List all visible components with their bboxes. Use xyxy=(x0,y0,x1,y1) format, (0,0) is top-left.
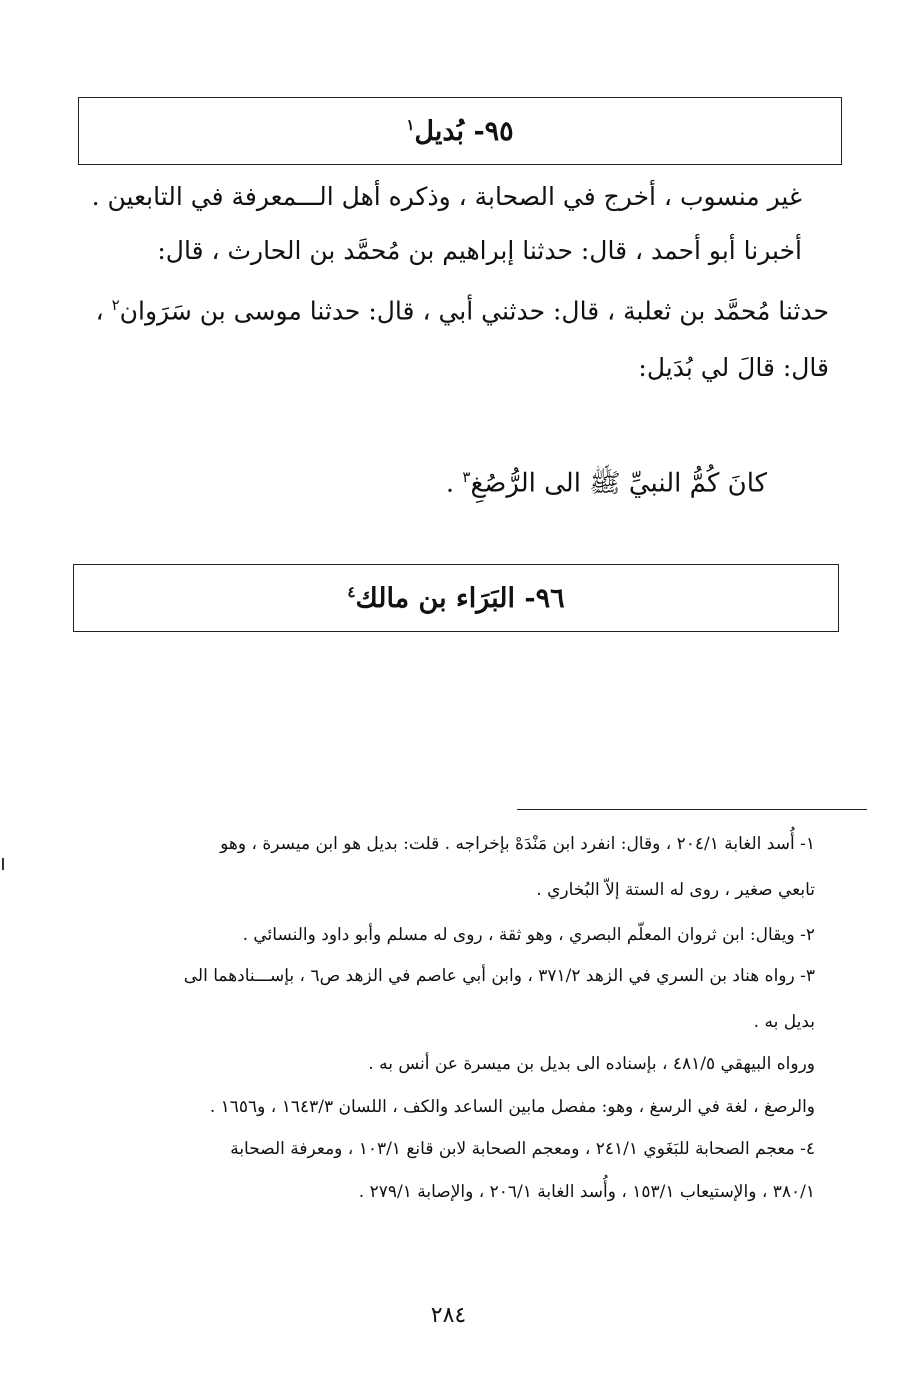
footnote-line-7: والرصغ ، لغة في الرسغ ، وهو: مفصل مابين الساعد والكف ، اللسان ١٦٤٣/٣ ، و١٦٥٦ . xyxy=(209,1097,815,1117)
hadith-text: كانَ كُمُّ النبيِّ ﷺ الى الرُّصُغِ xyxy=(470,468,767,499)
footnote-line-8: ٤- معجم الصحابة للبَغَوي ٢٤١/١ ، ومعجم الصحابة لابن قانع ١٠٣/١ ، ومعرفة الصحابة xyxy=(230,1139,815,1159)
body-line-2: أخبرنا أبو أحمد ، قال: حدثنا إبراهيم بن مُحمَّد بن الحارث ، قال: xyxy=(157,236,802,265)
edge-mark xyxy=(2,858,4,870)
page-number: ٢٨٤ xyxy=(430,1303,467,1328)
footnote-separator xyxy=(517,809,867,810)
body-line-3-text: حدثنا مُحمَّد بن ثعلبة ، قال: حدثني أبي ، قال: حدثنا موسى بن سَرَوان xyxy=(119,296,829,326)
body-line-3-footnote-ref: ٢ xyxy=(111,296,120,314)
hadith-end: . xyxy=(445,468,463,499)
footnote-line-5: بديل به . xyxy=(753,1012,815,1032)
hadith-line xyxy=(446,470,767,497)
heading-96-text: ٩٦- البَرَاء بن مالك xyxy=(355,582,565,614)
section-heading-96 xyxy=(73,564,839,632)
hadith-footnote-ref: ٣ xyxy=(462,468,471,486)
heading-95-footnote-ref: ١ xyxy=(406,115,415,134)
heading-96-footnote-ref: ٤ xyxy=(347,582,356,601)
footnote-line-4: ٣- رواه هناد بن السري في الزهد ٣٧١/٢ ، وابن أبي عاصم في الزهد ص٦ ، بإســـنادهما الى xyxy=(183,966,815,986)
heading-95-text: ٩٥- بُديل xyxy=(414,115,514,147)
footnote-line-9: ٣٨٠/١ ، والإستيعاب ١٥٣/١ ، وأُسد الغابة ٢٠٦/١ ، والإصابة ٢٧٩/١ . xyxy=(358,1182,815,1202)
footnote-line-1: ١- أُسد الغابة ٢٠٤/١ ، وقال: انفرد ابن مَنْدَهْ بإخراجه . قلت: بديل هو ابن ميسرة ، وهو xyxy=(220,834,815,854)
footnote-line-6: ورواه البيهقي ٤٨١/٥ ، بإسناده الى بديل بن ميسرة عن أنس به . xyxy=(368,1054,815,1074)
footnote-line-3: ٢- ويقال: ابن ثروان المعلّم البصري ، وهو ثقة ، روى له مسلم وأبو داود والنسائي . xyxy=(242,925,815,945)
body-line-1: غير منسوب ، أخرج في الصحابة ، وذكره أهل الـــمعرفة في التابعين . xyxy=(91,182,802,211)
body-line-4: قال: قالَ لي بُدَيل: xyxy=(638,353,829,382)
body-line-3 xyxy=(95,296,829,326)
section-heading-95 xyxy=(78,97,842,165)
body-line-3-end: ، xyxy=(95,296,112,326)
footnote-line-2: تابعي صغير ، روى له الستة إلاّ البُخاري . xyxy=(536,880,815,900)
